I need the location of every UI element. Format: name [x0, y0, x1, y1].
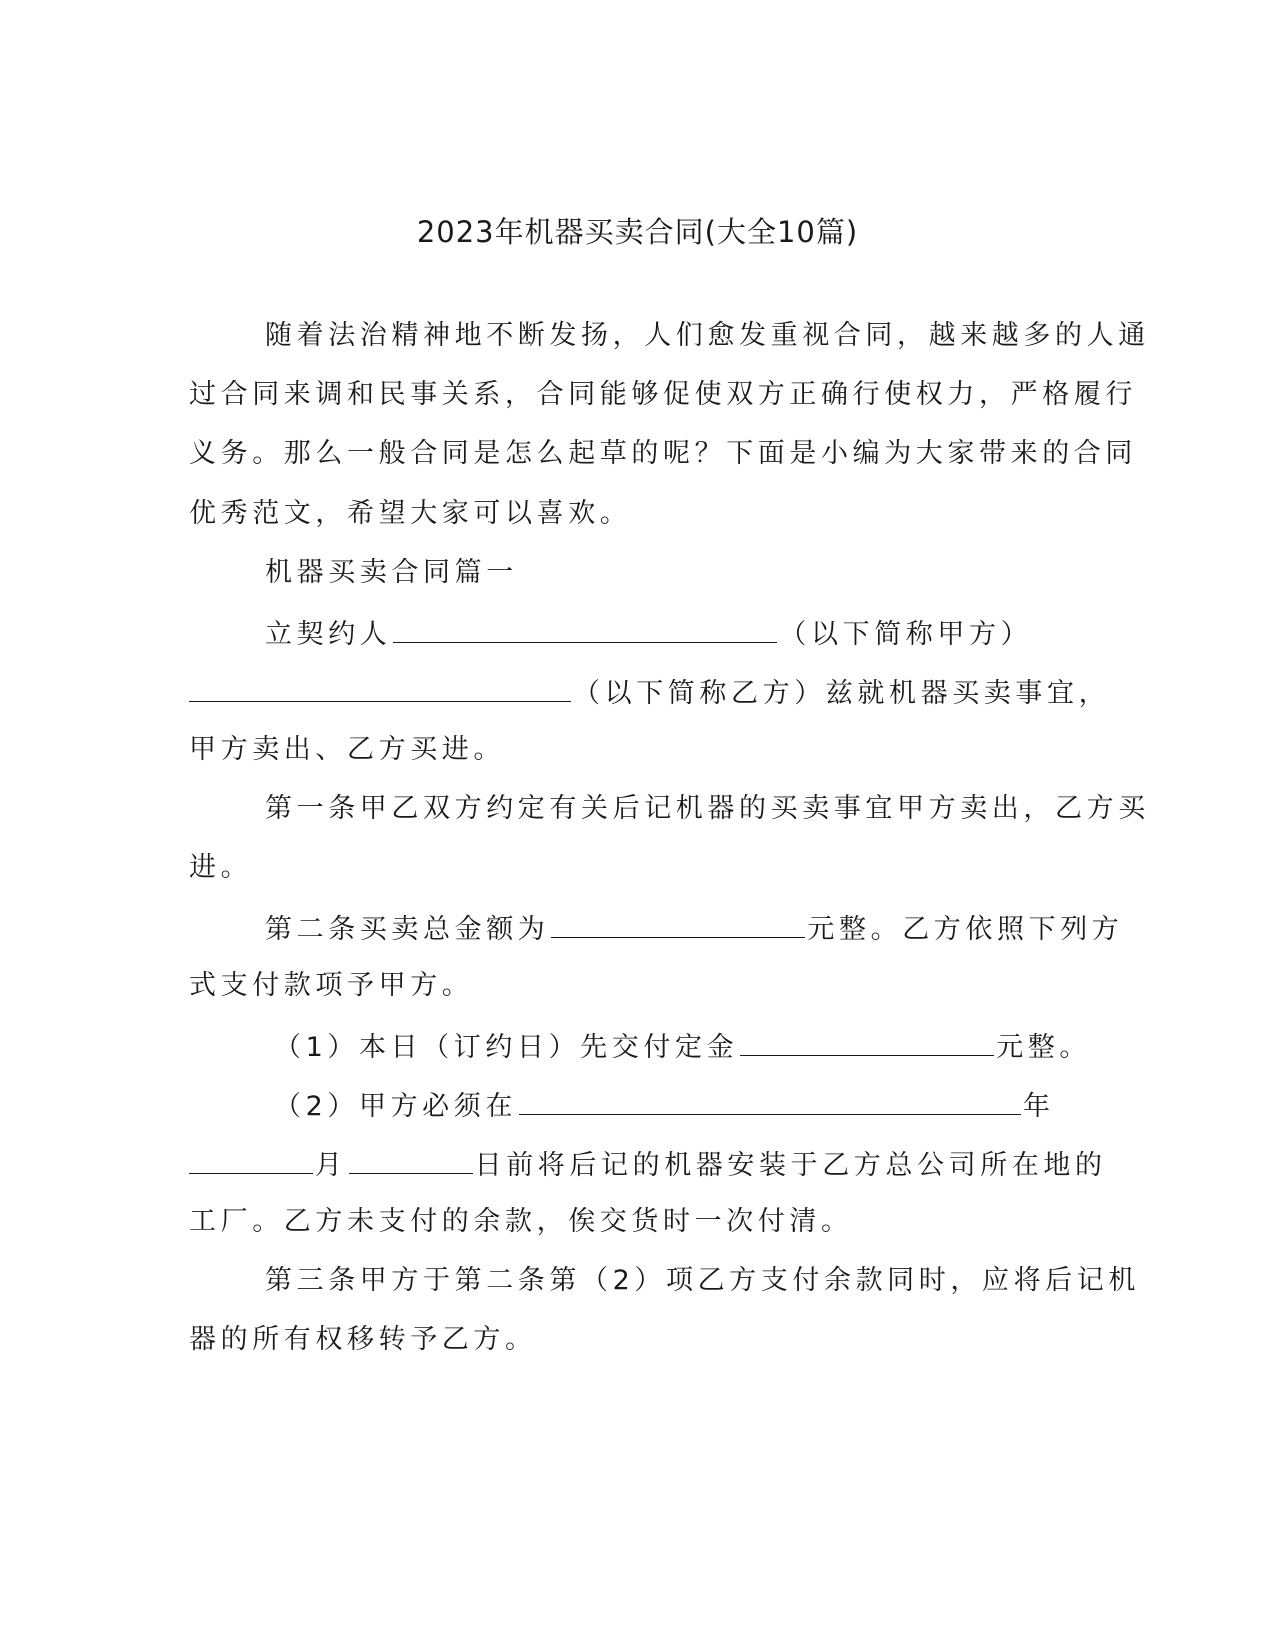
intro-line-4: 优秀范文，希望大家可以喜欢。 — [189, 498, 632, 529]
party-b-line — [189, 671, 1110, 714]
article2-date-line — [189, 1143, 1107, 1186]
intro-line-1: 随着法治精神地不断发扬，人们愈发重视合同，越来越多的人通 — [265, 320, 1150, 351]
party-a-suffix: （以下简称甲方） — [779, 619, 1033, 650]
article2-prefix: 第二条买卖总金额为 — [265, 914, 550, 945]
article2-item2 — [274, 1084, 1055, 1127]
year-blank — [519, 1084, 1021, 1115]
item2-prefix: （2）甲方必须在 — [274, 1091, 517, 1122]
party-a-line — [265, 612, 1032, 655]
date-day-suffix: 日前将后记的机器安装于乙方总公司所在地的 — [474, 1150, 1107, 1181]
parties-line-3: 甲方卖出、乙方买进。 — [189, 734, 505, 765]
party-a-label: 立契约人 — [265, 619, 392, 650]
article2-item1 — [274, 1025, 1091, 1068]
item1-prefix: （1）本日（订约日）先交付定金 — [274, 1032, 739, 1063]
deposit-blank — [740, 1025, 994, 1056]
article1-line-2: 进。 — [189, 852, 253, 883]
document-title: 2023年机器买卖合同(大全10篇) — [416, 215, 859, 249]
total-amount-blank — [551, 907, 805, 938]
item2-suffix: 年 — [1022, 1091, 1055, 1122]
article1-line-1: 第一条甲乙双方约定有关后记机器的买卖事宜甲方卖出，乙方买 — [265, 793, 1150, 824]
party-b-blank — [189, 671, 571, 702]
article3-line-1: 第三条甲方于第二条第（2）项乙方支付余款同时，应将后记机 — [265, 1265, 1140, 1296]
article2-line-2: 式支付款项予甲方。 — [189, 970, 474, 1001]
day-blank — [349, 1143, 473, 1174]
intro-line-2: 过合同来调和民事关系，合同能够促使双方正确行使权力，严格履行 — [189, 379, 1137, 410]
article2-line-1 — [265, 907, 1123, 950]
article3-line-2: 器的所有权移转予乙方。 — [189, 1324, 537, 1355]
month-blank — [189, 1143, 313, 1174]
party-b-suffix: （以下简称乙方）兹就机器买卖事宜， — [573, 678, 1111, 709]
article2-suffix: 元整。乙方依照下列方 — [807, 914, 1124, 945]
item1-suffix: 元整。 — [996, 1032, 1091, 1063]
month-label: 月 — [315, 1150, 347, 1181]
section-heading: 机器买卖合同篇一 — [265, 557, 518, 588]
party-a-blank — [393, 612, 777, 643]
article2-line-last: 工厂。乙方未支付的余款，俟交货时一次付清。 — [189, 1206, 853, 1237]
intro-line-3: 义务。那么一般合同是怎么起草的呢？下面是小编为大家带来的合同 — [189, 438, 1137, 469]
